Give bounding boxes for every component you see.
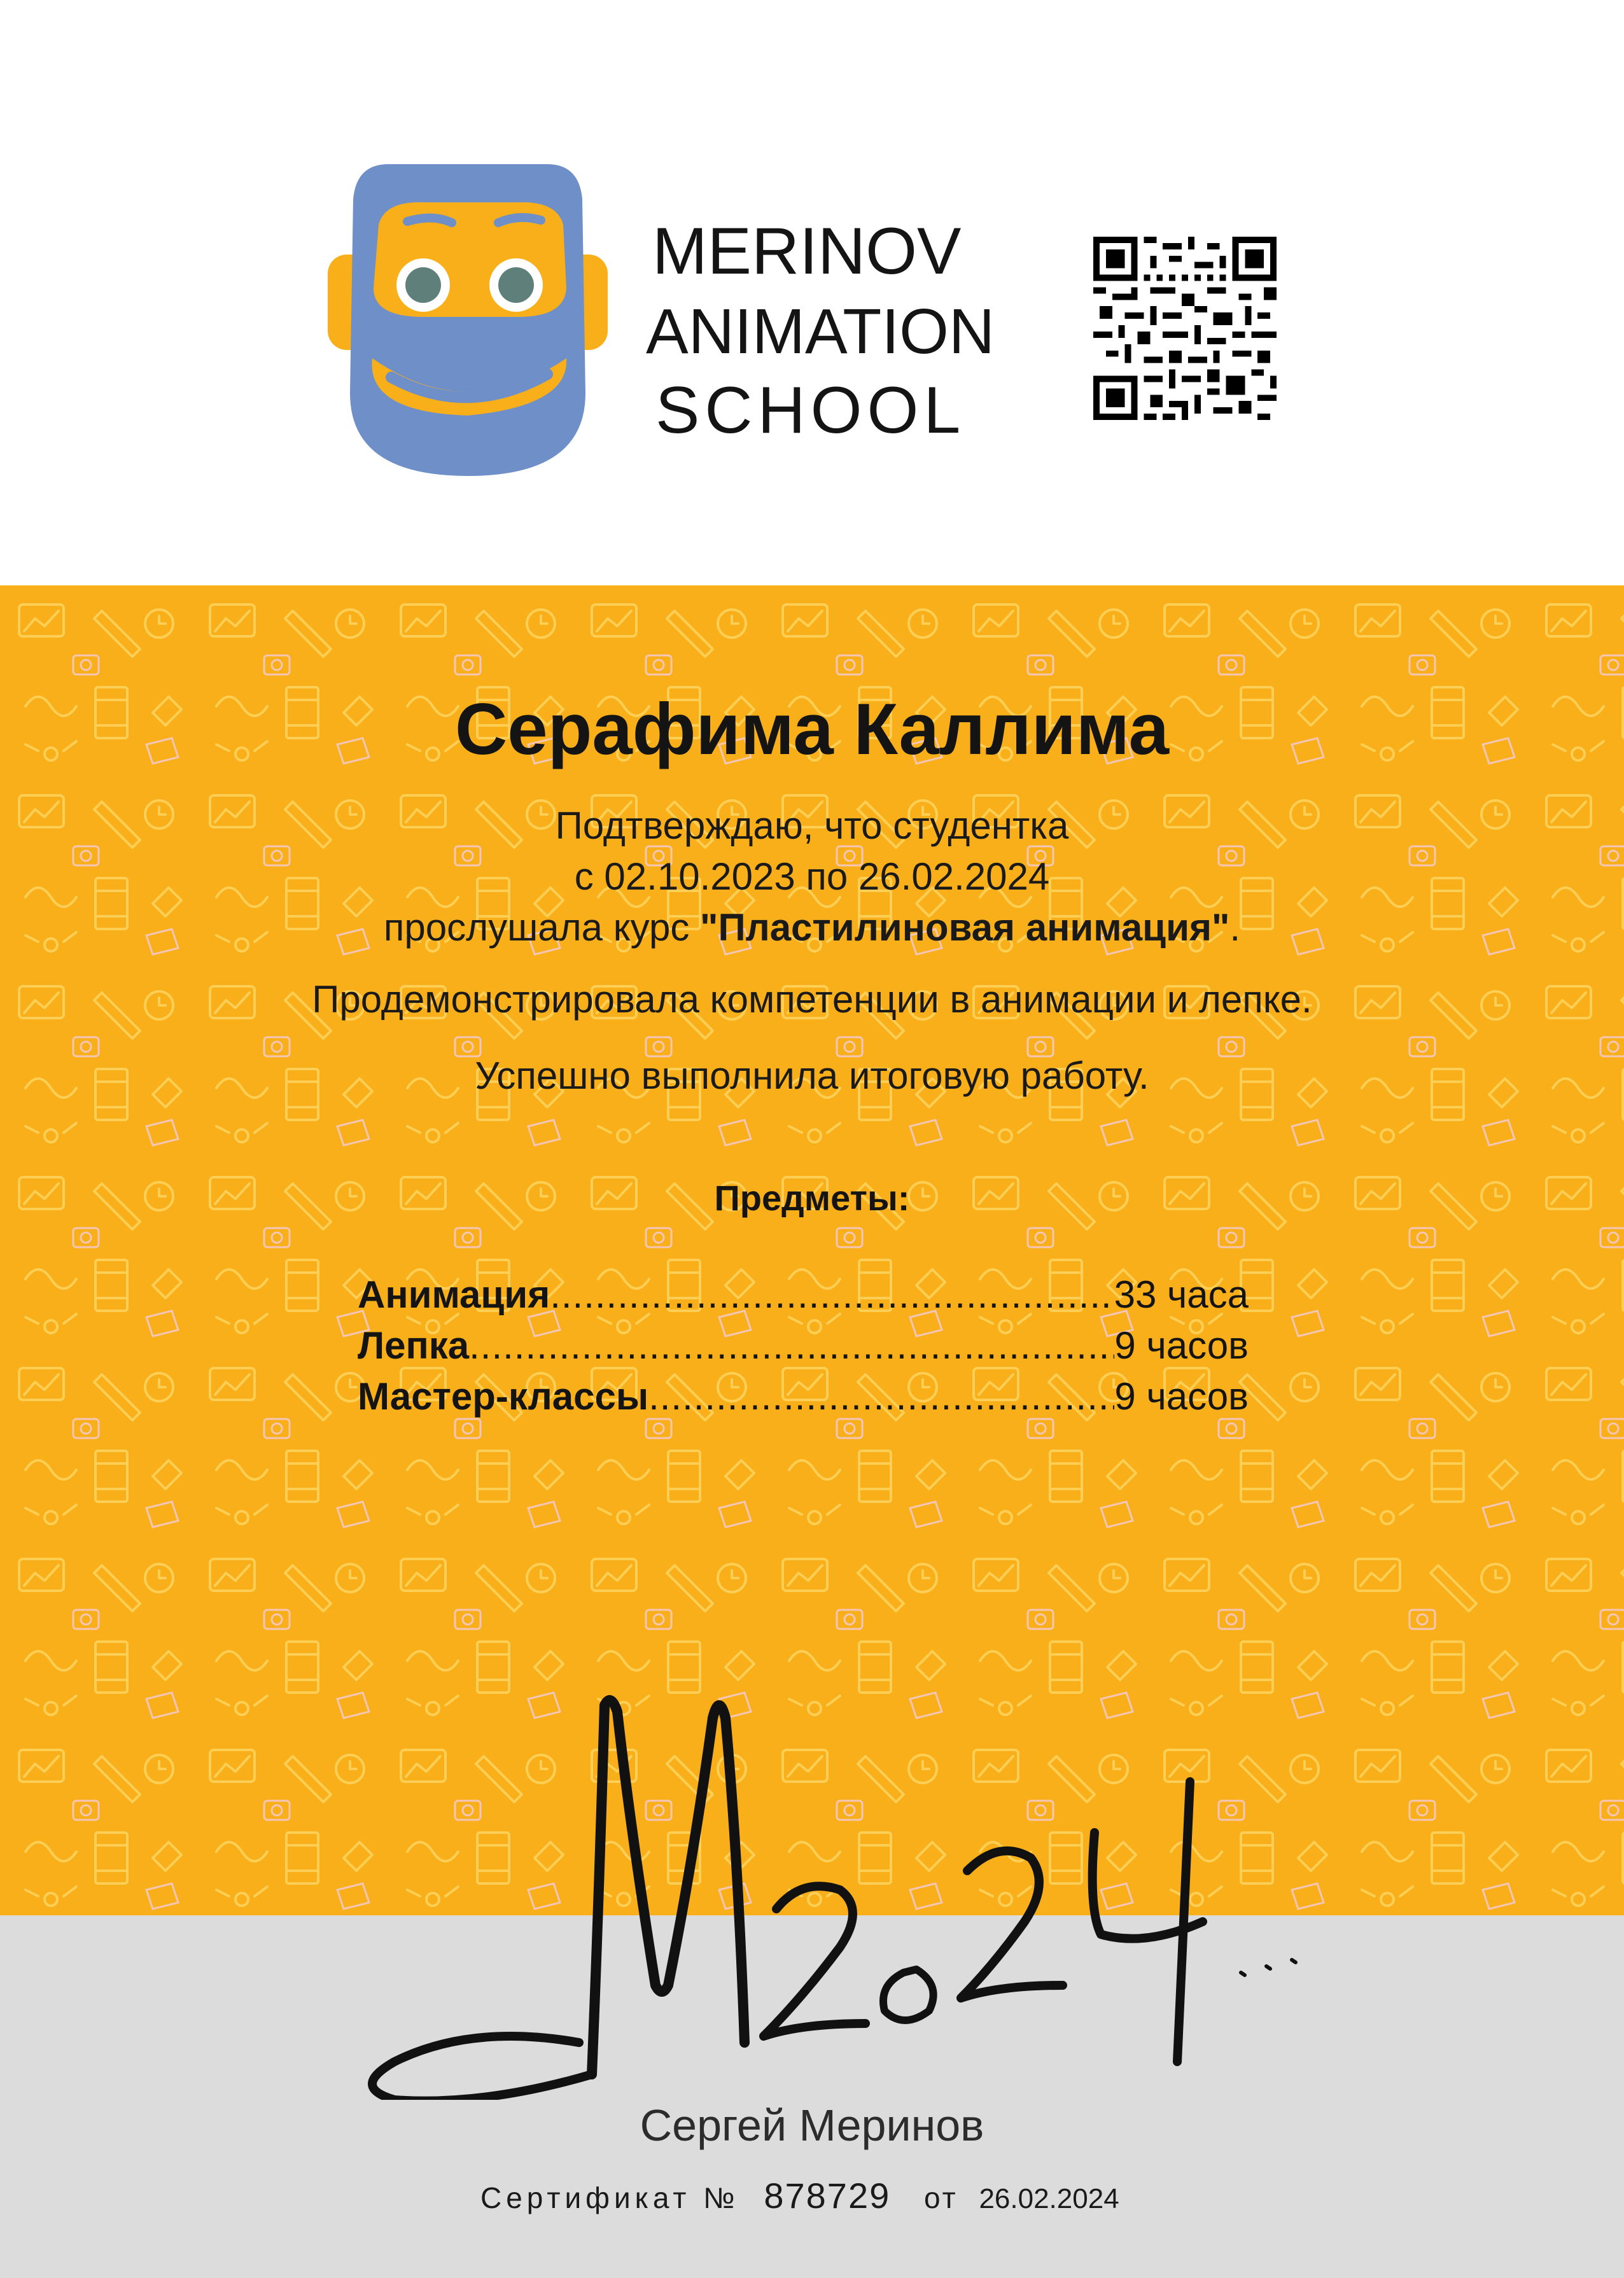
date-label: от [924,2181,958,2214]
subject-hours: 9 часов [1114,1324,1249,1367]
qr-code-icon [1093,237,1277,420]
mascot-logo-icon [328,164,608,476]
school-wordmark [646,210,1040,445]
subjects-heading: Предметы: [714,1178,910,1218]
certificate-number: 878729 [764,2176,891,2216]
course-dates: с 02.10.2023 по 26.02.2024 [574,855,1050,898]
subject-hours: 9 часов [1114,1375,1249,1418]
course-line [0,905,1624,951]
subject-row [358,1324,1249,1374]
course-prefix: прослушала курс [383,906,700,949]
signer-name: Сергей Меринов [640,2100,984,2150]
certificate-date: 26.02.2024 [979,2183,1119,2214]
handwritten-signature [356,1667,1349,2100]
leader-dots [469,1324,1114,1367]
course-suffix: . [1229,906,1241,949]
final-work-line: Успешно выполнила итоговую работу. [475,1054,1149,1097]
certificate-header [0,0,1624,585]
subject-hours: 33 часа [1114,1273,1249,1316]
competencies-line: Продемонстрировала компетенции в анимации и лепке. [312,978,1312,1021]
wordmark-line-2: ANIMATION [646,296,995,367]
subject-name: Анимация [358,1273,550,1316]
certificate-number-line [480,2175,1119,2216]
subject-name: Лепка [358,1324,470,1367]
leader-dots [550,1273,1114,1317]
subject-row [358,1273,1249,1324]
subject-name: Мастер-классы [358,1375,649,1418]
wordmark-line-3: SCHOOL [655,374,966,445]
certificate-label: Сертификат № [480,2181,739,2214]
course-name: "Пластилиновая анимация" [700,906,1230,949]
subject-row [358,1374,1249,1425]
confirmation-line: Подтверждаю, что студентка [555,804,1069,847]
leader-dots [648,1374,1114,1418]
student-name: Серафима Каллима [454,689,1170,770]
wordmark-line-1: MERINOV [652,214,962,288]
